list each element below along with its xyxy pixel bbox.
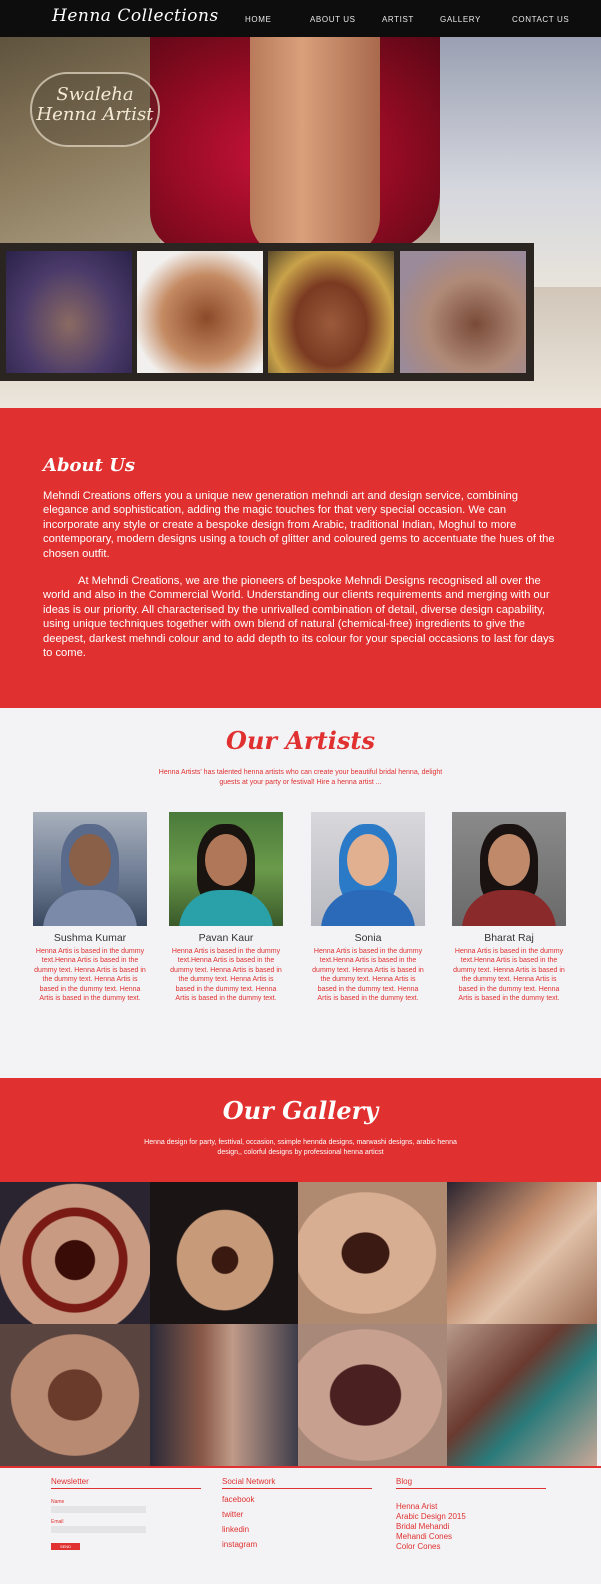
gallery-image-1[interactable] — [0, 1182, 150, 1324]
hero-thumb-1[interactable] — [6, 251, 132, 373]
artist-badge — [30, 72, 160, 147]
top-nav-bar — [0, 0, 601, 37]
gallery-image-8[interactable] — [447, 1324, 597, 1466]
artist-name: Bharat Raj — [484, 932, 534, 944]
name-input[interactable] — [51, 1506, 146, 1513]
artist-description: Henna Artis is based in the dummy text.Henna Artis is based in the dummy text. Henna Artis is based in the dummy text. Henna Artis is based in the dummy text. Henna Artis is based in the dummy text. — [34, 948, 146, 1003]
nav-contact-us[interactable]: CONTACT US — [512, 15, 570, 24]
gallery-title: Our Gallery — [222, 1096, 379, 1125]
artist-card[interactable] — [452, 812, 566, 1003]
gallery-image-6[interactable] — [150, 1324, 300, 1466]
footer — [0, 1466, 601, 1584]
nav-about-us[interactable]: ABOUT US — [310, 15, 356, 24]
artist-description: Henna Artis is based in the dummy text.Henna Artis is based in the dummy text. Henna Artis is based in the dummy text. Henna Artis is based in the dummy text. Henna Artis is based in the dummy text. — [312, 948, 424, 1003]
site-logo[interactable]: Henna Collections — [52, 6, 219, 26]
blog-link[interactable]: Bridal Mehandi — [396, 1522, 450, 1531]
newsletter-rule — [51, 1488, 201, 1489]
artist-card[interactable] — [169, 812, 283, 1003]
gallery-subtitle: Henna design for party, festtival, occasion, ssimple hennda designs, marwashi designs, arabic henna design,, colorful designs by professional henna articst — [144, 1139, 457, 1156]
hero-thumb-4[interactable] — [400, 251, 526, 373]
artist-card[interactable] — [311, 812, 425, 1003]
nav-gallery[interactable]: GALLERY — [440, 15, 481, 24]
about-title: About Us — [43, 455, 136, 476]
nav-artist[interactable]: ARTIST — [382, 15, 414, 24]
artist-photo — [169, 812, 283, 926]
email-input[interactable] — [51, 1526, 146, 1533]
social-link-linkedin[interactable]: linkedin — [222, 1525, 250, 1534]
gallery-image-2[interactable] — [150, 1182, 300, 1324]
footer-divider — [0, 1466, 601, 1468]
artist-photo — [452, 812, 566, 926]
artists-section — [0, 708, 601, 1078]
gallery-header — [0, 1078, 601, 1182]
gallery-image-5[interactable] — [0, 1324, 150, 1466]
send-button[interactable]: SEND — [51, 1543, 80, 1550]
about-section — [0, 408, 601, 708]
blog-rule — [396, 1488, 546, 1489]
gallery-image-3[interactable] — [298, 1182, 448, 1324]
badge-name: Swaleha — [56, 84, 134, 105]
blog-heading: Blog — [396, 1477, 413, 1486]
social-rule — [222, 1488, 372, 1489]
artist-photo — [311, 812, 425, 926]
blog-link[interactable]: Color Cones — [396, 1542, 441, 1551]
artist-name: Pavan Kaur — [198, 932, 254, 944]
artist-photo — [33, 812, 147, 926]
hero-thumbnail-strip — [0, 243, 534, 381]
email-label: Email — [51, 1519, 64, 1525]
blog-link[interactable]: Mehandi Cones — [396, 1532, 453, 1541]
artist-name: Sonia — [354, 932, 382, 944]
artists-title: Our Artists — [226, 726, 375, 755]
nav-home[interactable]: HOME — [245, 15, 272, 24]
about-paragraph-1: Mehndi Creations offers you a unique new generation mehndi art and design service, combining elegance and sophistication, adding the magic touches for that very special occasion. We can incorporate any style or create a bespoke design from Arabic, traditional Indian, Moghul to more contemporary, modern designs using a touch of glitter and coloured gems to accentuate the hues of the chosen outfit. — [43, 490, 555, 560]
artist-description: Henna Artis is based in the dummy text.Henna Artis is based in the dummy text. Henna Artis is based in the dummy text. Henna Artis is based in the dummy text. Henna Artis is based in the dummy text. — [170, 948, 282, 1003]
hero-thumb-2[interactable] — [137, 251, 263, 373]
social-link-twitter[interactable]: twitter — [222, 1510, 244, 1519]
badge-title: Henna Artist — [36, 104, 154, 125]
about-paragraph-2: At Mehndi Creations, we are the pioneers of bespoke Mehndi Designs recognised all over the world and also in the Commercial World. Understanding our clients requirements and merging with our ideas is our priority. All characterised by the unrivalled combination of detail, diverse design capability, using unique techniques together with own blend of natural (chemical-free) ingredients to give the deepest, darkest mehndi colour and to add depth to its colour for your special occasions to last for days to come. — [43, 575, 555, 660]
artist-card[interactable] — [33, 812, 147, 1003]
hero-banner — [0, 37, 601, 408]
blog-link[interactable]: Arabic Design 2015 — [396, 1512, 466, 1521]
name-label: Name — [51, 1499, 65, 1505]
hero-thumb-3[interactable] — [268, 251, 394, 373]
gallery-image-7[interactable] — [298, 1324, 448, 1466]
artist-name: Sushma Kumar — [53, 932, 127, 944]
artist-description: Henna Artis is based in the dummy text.Henna Artis is based in the dummy text. Henna Artis is based in the dummy text. Henna Artis is based in the dummy text. Henna Artis is based in the dummy text. — [453, 948, 565, 1003]
blog-link[interactable]: Henna Arist — [396, 1502, 438, 1511]
artists-subtitle: Henna Artists' has talented henna artists who can create your beautiful bridal henna, delight guests at your party or festival! Hire a henna artist ... — [158, 769, 443, 786]
hero-henna-feet-image — [250, 37, 380, 257]
social-link-instagram[interactable]: instagram — [222, 1540, 258, 1549]
gallery-image-4[interactable] — [447, 1182, 597, 1324]
social-heading: Social Network — [222, 1477, 276, 1486]
social-link-facebook[interactable]: facebook — [222, 1495, 255, 1504]
newsletter-heading: Newsletter — [51, 1477, 89, 1486]
